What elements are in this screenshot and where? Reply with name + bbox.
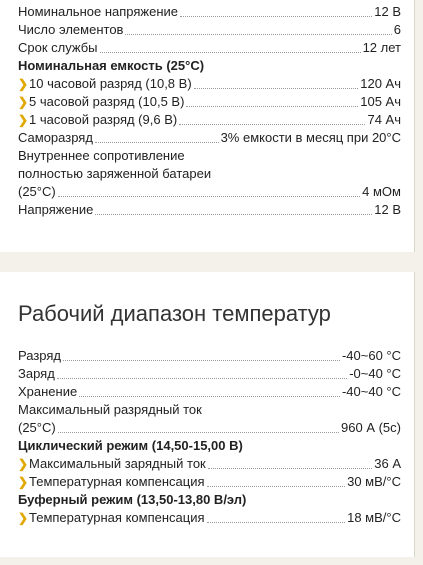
buffer-mode-heading: Буферный режим (13,50-13,80 В/эл)	[18, 492, 247, 507]
spec-row-discharge-temp	[18, 347, 401, 365]
spec-row-service-life	[18, 39, 401, 57]
spec-value: 12 В	[374, 202, 401, 217]
temperature-card	[0, 272, 415, 557]
spec-value: 105 Ач	[360, 94, 401, 109]
spec-label: Саморазряд	[18, 130, 93, 145]
spec-label-line: Внутреннее сопротивление	[18, 148, 185, 163]
spec-value: 36 А	[374, 456, 401, 471]
spec-row-charge-temp	[18, 365, 401, 383]
dot-leader	[186, 106, 358, 107]
spec-value: -0~40 °С	[349, 366, 401, 381]
spec-label: Температурная компенсация	[29, 510, 205, 525]
spec-value: 3% емкости в месяц при 20°С	[220, 130, 401, 145]
spec-value: -40~40 °С	[341, 384, 401, 399]
dot-leader	[208, 468, 373, 469]
spec-value: 4 мОм	[362, 184, 401, 199]
spec-value: 960 А (5с)	[341, 420, 401, 435]
dot-leader	[180, 16, 372, 17]
dot-leader	[179, 124, 365, 125]
dot-leader	[194, 88, 359, 89]
dot-leader	[58, 196, 360, 197]
spec-label: 5 часовой разряд (10,5 В)	[29, 94, 185, 109]
spec-label: Хранение	[18, 384, 78, 399]
dot-leader	[125, 34, 391, 35]
spec-row-capacity-1h	[18, 111, 401, 129]
dot-leader	[95, 214, 372, 215]
chevron-right-icon: ❯	[18, 95, 29, 109]
spec-label: 10 часовой разряд (10,8 В)	[29, 76, 192, 91]
chevron-right-icon: ❯	[18, 77, 29, 91]
spec-label-line: (25°С)	[18, 420, 56, 435]
spec-row-cyclic-temp-compensation	[18, 473, 401, 491]
dot-leader	[58, 432, 339, 433]
spec-value: 120 Ач	[360, 76, 401, 91]
temperature-spec-list	[18, 347, 401, 527]
chevron-right-icon: ❯	[18, 475, 29, 489]
spec-label-line: полностью заряженной батареи	[18, 166, 212, 181]
spec-row-storage-temp	[18, 383, 401, 401]
spec-value: -40~60 °С	[341, 348, 401, 363]
spec-row-max-discharge-current	[18, 401, 401, 437]
battery-spec-list	[18, 3, 401, 219]
spec-value: 6	[393, 22, 401, 37]
dot-leader	[79, 396, 340, 397]
cyclic-mode-heading: Циклический режим (14,50-15,00 В)	[18, 438, 243, 453]
spec-value: 30 мВ/°С	[347, 474, 401, 489]
spec-row-buffer-temp-compensation	[18, 509, 401, 527]
chevron-right-icon: ❯	[18, 113, 29, 127]
section-title: Рабочий диапазон температур	[18, 301, 331, 326]
spec-label: Напряжение	[18, 202, 94, 217]
spec-label: Заряд	[18, 366, 55, 381]
capacity-heading: Номинальная емкость (25°С)	[18, 58, 205, 73]
spec-label: Срок службы	[18, 40, 98, 55]
dot-leader	[57, 378, 347, 379]
dot-leader	[63, 360, 340, 361]
spec-label: Номинальное напряжение	[18, 4, 179, 19]
spec-label: Разряд	[18, 348, 61, 363]
spec-label-line: (25°С)	[18, 184, 56, 199]
chevron-right-icon: ❯	[18, 511, 29, 525]
spec-row-voltage	[18, 201, 401, 219]
chevron-right-icon: ❯	[18, 457, 29, 471]
spec-label: 1 часовой разряд (9,6 В)	[29, 112, 178, 127]
spec-value: 12 лет	[362, 40, 401, 55]
spec-label-line: Максимальный разрядный ток	[18, 402, 202, 417]
spec-label: Число элементов	[18, 22, 124, 37]
spec-label: Максимальный зарядный ток	[29, 456, 206, 471]
dot-leader	[100, 52, 361, 53]
dot-leader	[95, 142, 219, 143]
spec-row-max-charge-current	[18, 455, 401, 473]
spec-value: 18 мВ/°С	[347, 510, 401, 525]
dot-leader	[207, 486, 346, 487]
spec-row-capacity-5h	[18, 93, 401, 111]
dot-leader	[207, 522, 346, 523]
spec-row-internal-resistance	[18, 147, 401, 201]
spec-row-nominal-voltage	[18, 3, 401, 21]
spec-row-cell-count	[18, 21, 401, 39]
spec-value: 12 В	[374, 4, 401, 19]
spec-row-capacity-10h	[18, 75, 401, 93]
spec-row-self-discharge	[18, 129, 401, 147]
spec-value: 74 Ач	[367, 112, 401, 127]
battery-specs-card	[0, 0, 415, 252]
spec-label: Температурная компенсация	[29, 474, 205, 489]
